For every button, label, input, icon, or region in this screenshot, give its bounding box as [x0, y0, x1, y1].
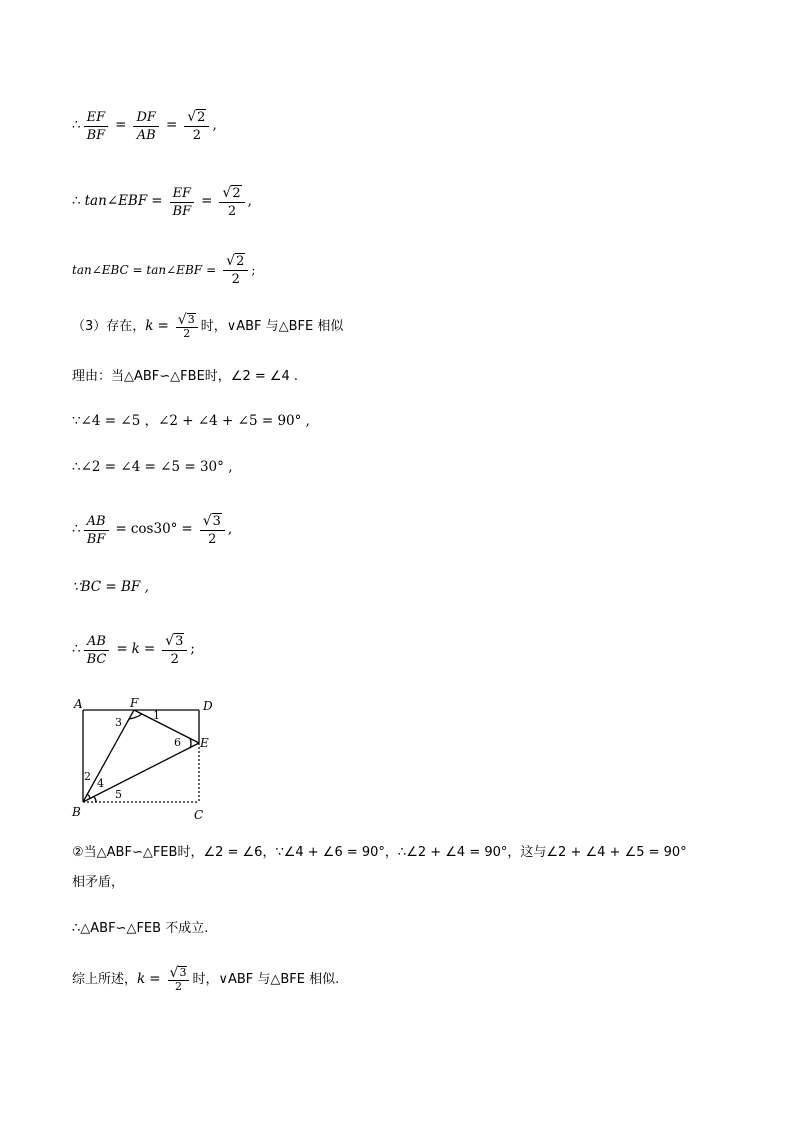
fraction-sqrt3-2-b: √ 3 2	[200, 512, 225, 548]
line-2: ∴ tan∠EBF = $\frac{EF}{BF}$ = √ 2 2 ,	[72, 185, 252, 219]
angle-arc-e	[190, 738, 191, 748]
fraction-sqrt3-2-d: √ 3 2	[168, 966, 190, 993]
line-8: ∴ $\frac{AB}{BF}$ = cos30° = √ 3 2 ,	[72, 513, 233, 547]
line-7: ∴∠2 = ∠4 = ∠5 = 30° ,	[72, 459, 233, 475]
angle-arc-b	[87, 794, 90, 799]
angle-label-4: 4	[97, 777, 104, 790]
line-9: ∵BC = BF ,	[72, 579, 149, 595]
line-12: 相矛盾，	[72, 875, 125, 890]
angle-label-2: 2	[84, 770, 91, 783]
vertex-label-e: E	[200, 736, 209, 750]
vertex-label-a: A	[74, 697, 83, 711]
geometry-figure	[66, 696, 236, 826]
tan-ebc-expression: tan∠EBC = tan∠EBF	[72, 263, 203, 277]
therefore-symbol: ∴	[72, 117, 81, 134]
fraction-ab-bf: $\frac{AB}{BF}$	[84, 513, 109, 548]
angle-arc-b2	[94, 797, 96, 802]
line-6: ∵∠4 = ∠5 ，∠2 + ∠4 + ∠5 = 90° ,	[72, 413, 310, 429]
fraction-sqrt3-2-c: √ 3 2	[162, 632, 187, 668]
line-4: （3）存在， k = √ 3 2 时，∨ABF 与△BFE 相似	[72, 312, 344, 340]
vertex-label-d: D	[203, 699, 213, 713]
tan-ebf-expression: tan∠EBF	[84, 193, 148, 210]
fraction-df-ab: $\frac{DF}{AB}$	[133, 109, 158, 144]
vertex-label-f: F	[130, 696, 139, 710]
segment-be	[83, 743, 199, 802]
angle-label-3: 3	[115, 716, 122, 729]
line-10: ∴ $\frac{AB}{BC}$ = k = √ 3 2 ;	[72, 633, 195, 667]
line-1: ∴ $\frac{EF}{BF}$ = $\frac{DF}{AB}$ = √ 2 2 ,	[72, 109, 217, 143]
angle-label-5: 5	[115, 788, 122, 801]
line-14: 综上所述， k = √ 3 2 时，∨ABF 与△BFE 相似.	[72, 965, 340, 993]
vertex-label-c: C	[194, 808, 204, 822]
fraction-sqrt3-2: √ 3 2	[176, 313, 198, 340]
fraction-sqrt2-2: √ 2 2	[184, 108, 209, 144]
angle-label-1: 1	[153, 709, 160, 722]
fraction-ab-bc: $\frac{AB}{BC}$	[84, 633, 110, 668]
fraction-sqrt2-2-c: √ 2 2	[223, 252, 248, 288]
angle-label-6: 6	[174, 736, 181, 749]
vertex-label-b: B	[72, 805, 81, 819]
line-5: 理由：当△ABF∽△FBE时，∠2 = ∠4 .	[72, 369, 299, 384]
line-11: ②当△ABF∽△FEB时，∠2 = ∠6，∵∠4 + ∠6 = 90°，∴∠2 + ∠4 = 90°，这与∠2 + ∠4 + ∠5 = 90°	[72, 845, 687, 860]
fraction-ef-bf: $\frac{EF}{BF}$	[84, 109, 109, 144]
line-3: tan∠EBC = tan∠EBF = √ 2 2 ;	[72, 253, 256, 287]
line-13: ∴△ABF∽△FEB 不成立.	[72, 921, 209, 936]
fraction-sqrt2-2-b: √ 2 2	[219, 184, 244, 220]
segment-fe	[134, 710, 199, 743]
segment-bf	[83, 710, 134, 802]
fraction-ef-bf-2: $\frac{EF}{BF}$	[170, 185, 195, 220]
